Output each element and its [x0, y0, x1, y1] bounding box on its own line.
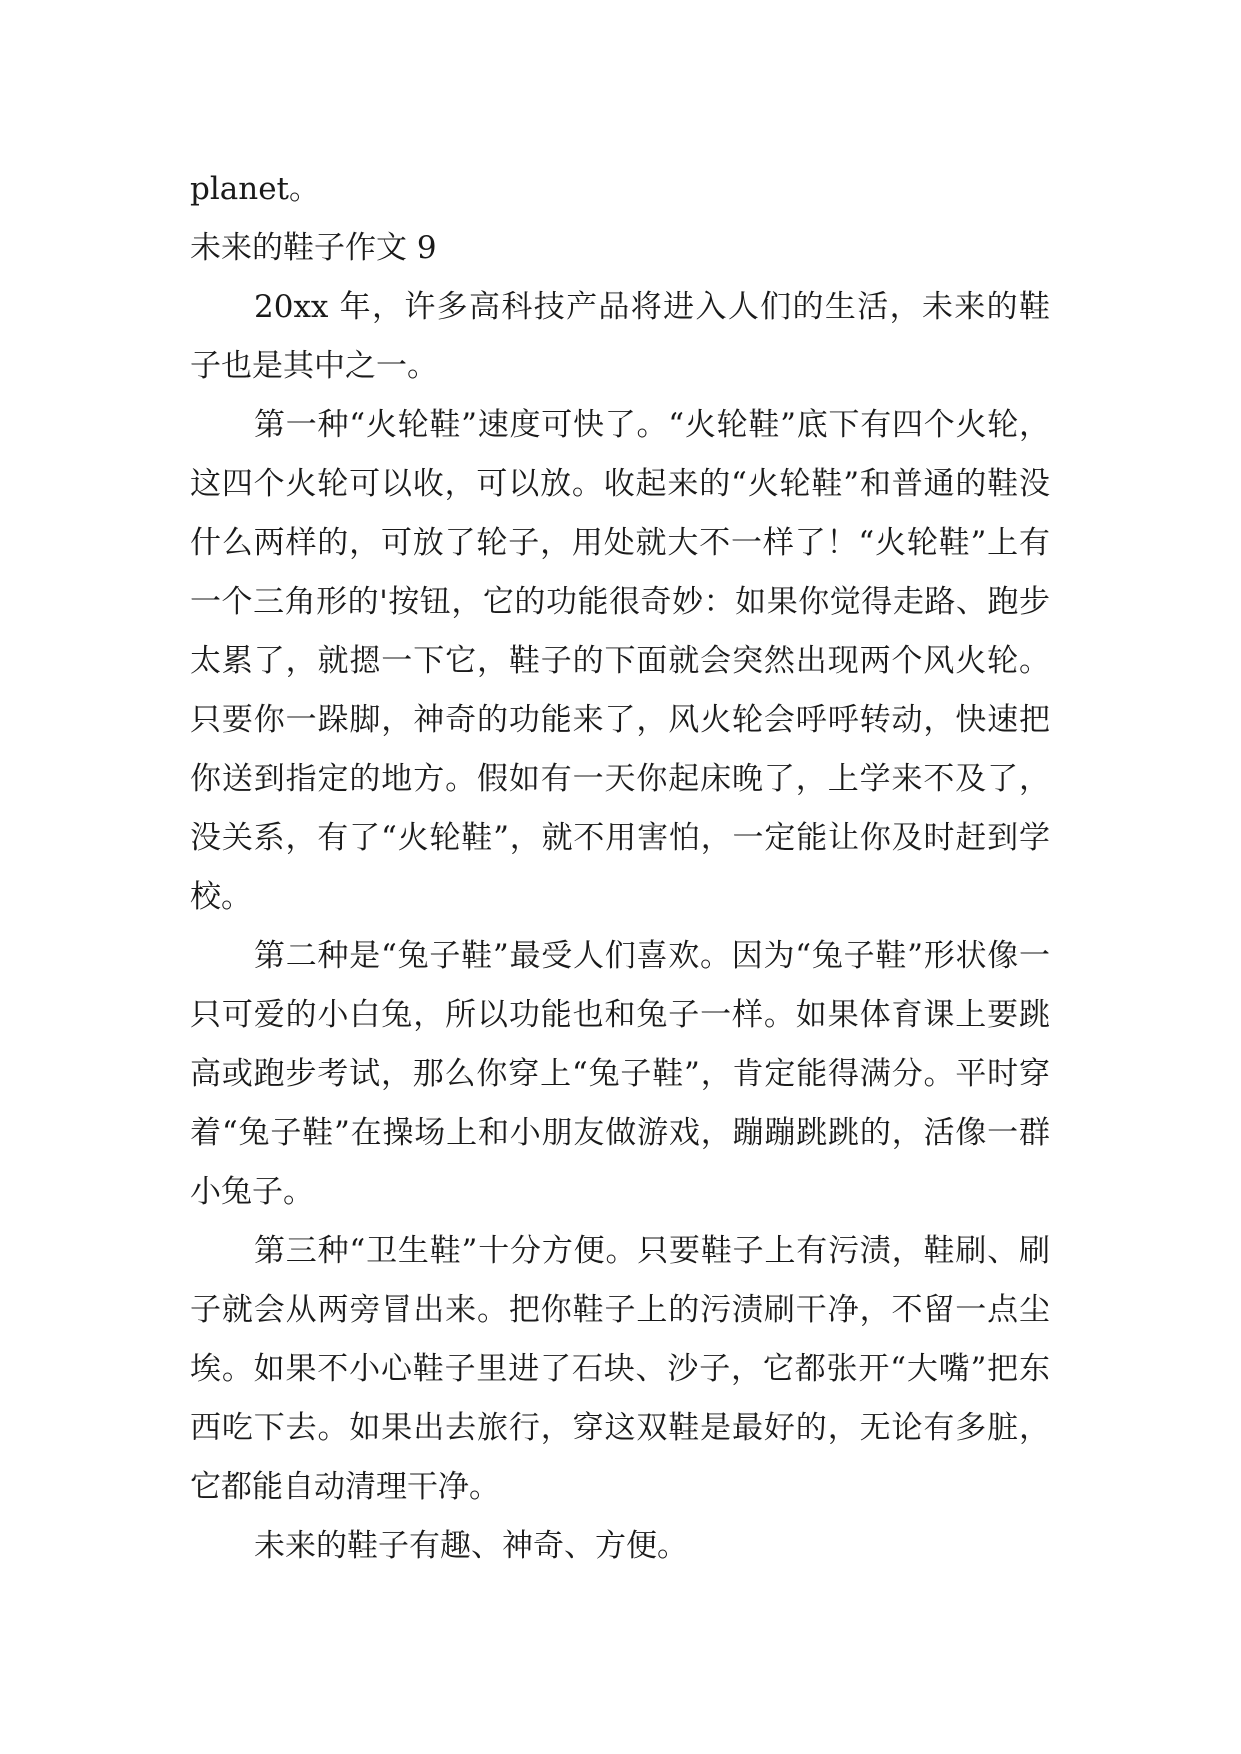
paragraph-fire-wheel-shoes: 第一种“火轮鞋”速度可快了。“火轮鞋”底下有四个火轮，这四个火轮可以收，可以放。收起来的“火轮鞋”和普通的鞋没什么两样的，可放了轮子，用处就大不一样了！“火轮鞋”上有一个三角形的'按钮，它的功能很奇妙：如果你觉得走路、跑步太累了，就摁一下它，鞋子的下面就会突然出现两个风火轮。只要你一跺脚，神奇的功能来了，风火轮会呼呼转动，快速把你送到指定的地方。假如有一天你起床晚了，上学来不及了，没关系，有了“火轮鞋”，就不用害怕，一定能让你及时赶到学校。 — [190, 407, 1050, 915]
essay-heading: 未来的鞋子作文 9 — [190, 230, 437, 266]
paragraph-rabbit-shoes: 第二种是“兔子鞋”最受人们喜欢。因为“兔子鞋”形状像一只可爱的小白兔，所以功能也和兔子一样。如果体育课上要跳高或跑步考试，那么你穿上“兔子鞋”，肯定能得满分。平时穿着“兔子鞋”在操场上和小朋友做游戏，蹦蹦跳跳的，活像一群小兔子。 — [190, 938, 1050, 1210]
paragraph-conclusion: 未来的鞋子有趣、神奇、方便。 — [254, 1528, 688, 1564]
paragraph-hygiene-shoes: 第三种“卫生鞋”十分方便。只要鞋子上有污渍，鞋刷、刷子就会从两旁冒出来。把你鞋子上的污渍刷干净，不留一点尘埃。如果不小心鞋子里进了石块、沙子，它都张开“大嘴”把东西吃下去。如果出去旅行，穿这双鞋是最好的，无论有多脏，它都能自动清理干净。 — [190, 1233, 1050, 1505]
continuation-line: planet。 — [190, 171, 321, 207]
document-body — [190, 160, 1050, 1576]
paragraph-intro: 20xx 年，许多高科技产品将进入人们的生活，未来的鞋子也是其中之一。 — [190, 289, 1050, 384]
